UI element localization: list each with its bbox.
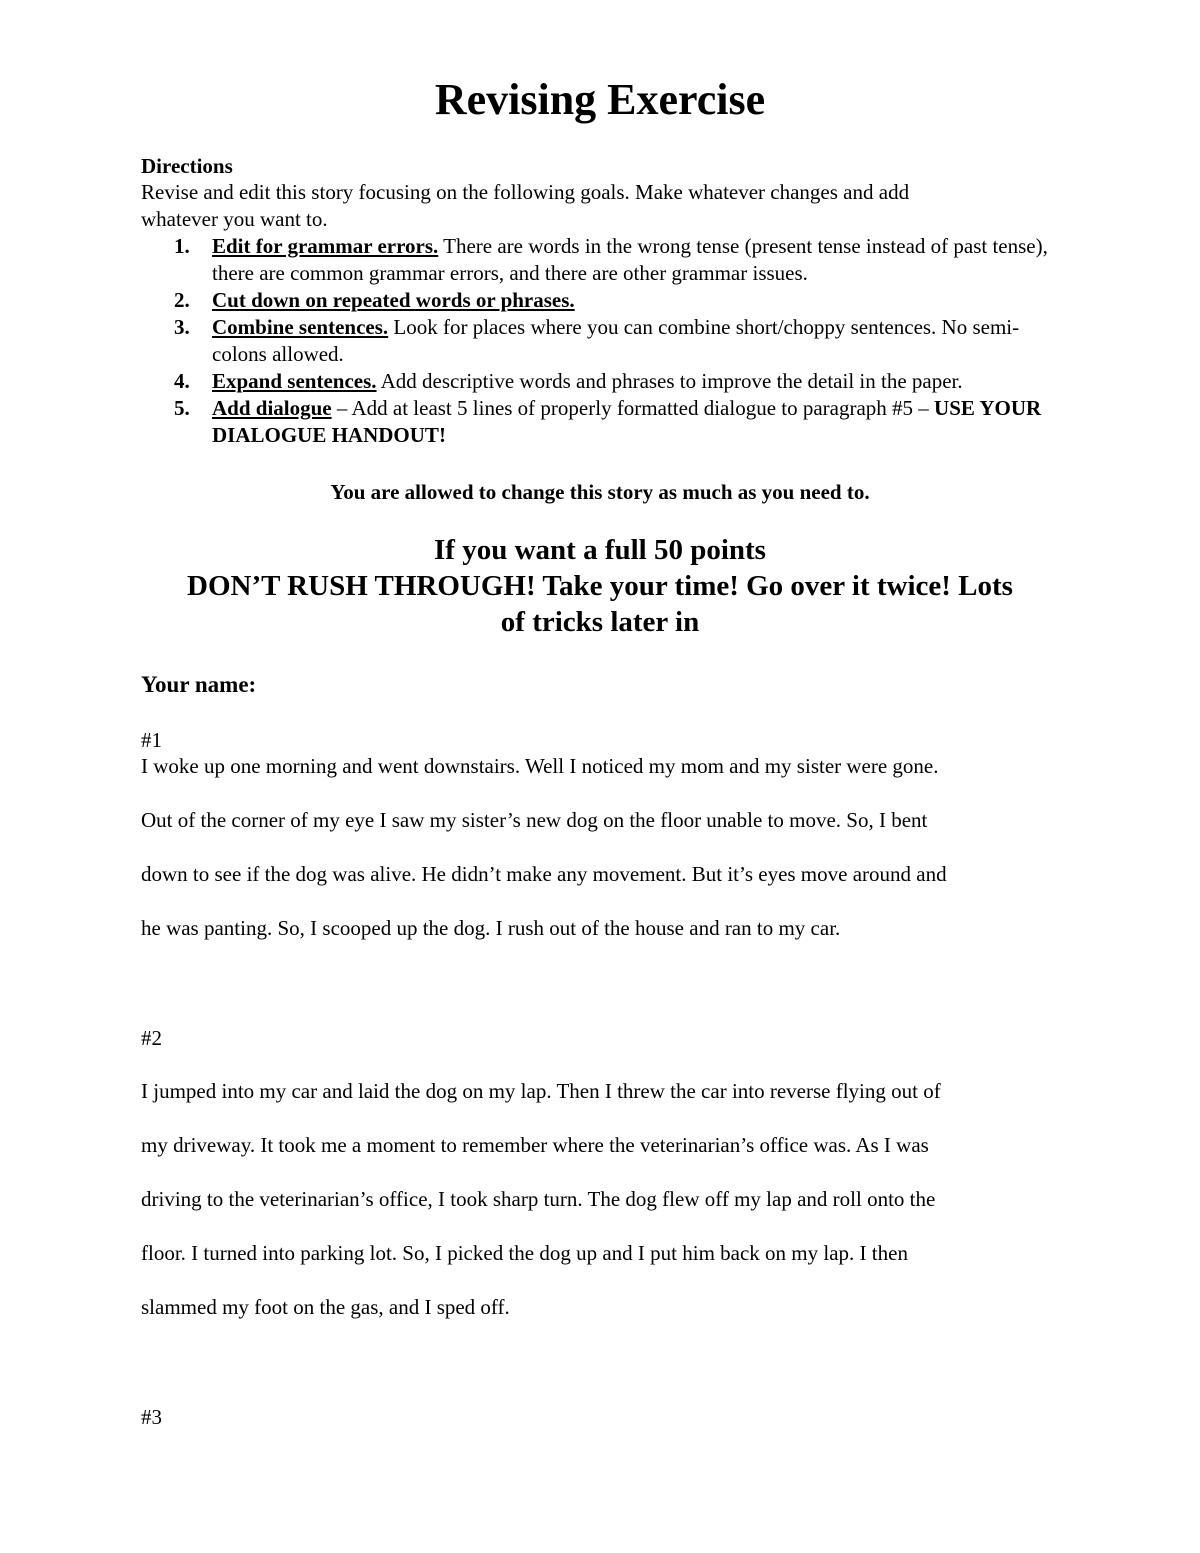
your-name-label: Your name:: [141, 672, 257, 697]
story-line: driving to the veterinarian’s office, I took sharp turn. The dog flew off my lap and roll onto the: [141, 1187, 936, 1211]
points-note-line: of tricks later in: [500, 606, 700, 638]
story-line: slammed my foot on the gas, and I sped off.: [141, 1295, 510, 1319]
points-note-line: If you want a full 50 points: [434, 534, 766, 566]
goal-number: 5.: [174, 396, 190, 420]
story-line: my driveway. It took me a moment to remember where the veterinarian’s office was. As I was: [141, 1133, 929, 1157]
goal-number: 1.: [174, 234, 190, 258]
goal-item: [141, 368, 1071, 395]
intro-line: whatever you want to.: [141, 207, 328, 231]
goal-number: 2.: [174, 288, 190, 312]
goal-number: 3.: [174, 315, 190, 339]
story-line: down to see if the dog was alive. He didn’t make any movement. But it’s eyes move around and: [141, 862, 947, 886]
goal-item: [141, 314, 1071, 368]
allowed-note: You are allowed to change this story as much as you need to.: [330, 480, 870, 504]
story-line: floor. I turned into parking lot. So, I picked the dog up and I put him back on my lap. I then: [141, 1241, 908, 1265]
goals-list: [141, 233, 1071, 449]
goal-item: [141, 233, 1071, 287]
goal-emphasis: USE YOUR DIALOGUE HANDOUT!: [212, 396, 1042, 447]
story-line: he was panting. So, I scooped up the dog. I rush out of the house and ran to my car.: [141, 916, 841, 940]
page-title: Revising Exercise: [434, 75, 766, 124]
points-note: [120, 532, 1080, 640]
paragraph-label: #1: [141, 728, 162, 752]
goal-title: Edit for grammar errors.: [212, 234, 439, 258]
goal-title: Combine sentences.: [212, 315, 389, 339]
story-paragraph: [141, 739, 1071, 955]
goal-item: [141, 395, 1071, 449]
story-line: I jumped into my car and laid the dog on my lap. Then I threw the car into reverse flying out of: [141, 1079, 941, 1103]
paragraph-label: #2: [141, 1026, 162, 1050]
goal-text: Look for places where you can combine short/choppy sentences. No semi-colons allowed.: [212, 315, 1020, 366]
goal-title: Add dialogue: [212, 396, 332, 420]
goal-text: There are words in the wrong tense (present tense instead of past tense), there are common grammar errors, and there are other grammar issues.: [212, 234, 1048, 285]
intro-line: Revise and edit this story focusing on the following goals. Make whatever changes and add: [141, 180, 910, 204]
story-line: I woke up one morning and went downstairs. Well I noticed my mom and my sister were gone.: [141, 754, 939, 778]
directions-heading: Directions: [141, 154, 233, 178]
story-line: Out of the corner of my eye I saw my sister’s new dog on the floor unable to move. So, I bent: [141, 808, 928, 832]
paragraph-label: #3: [141, 1405, 162, 1429]
goal-text: Add descriptive words and phrases to improve the detail in the paper.: [376, 369, 963, 393]
directions-intro: [141, 179, 1041, 233]
goal-title: Expand sentences.: [212, 369, 377, 393]
goal-title: Cut down on repeated words or phrases.: [212, 288, 575, 312]
goal-text: – Add at least 5 lines of properly formatted dialogue to paragraph #5 –: [331, 396, 935, 420]
story-paragraph: [141, 1064, 1071, 1334]
points-note-line: DON’T RUSH THROUGH! Take your time! Go over it twice! Lots: [187, 570, 1013, 602]
goal-item: [141, 287, 1071, 314]
goal-number: 4.: [174, 369, 190, 393]
